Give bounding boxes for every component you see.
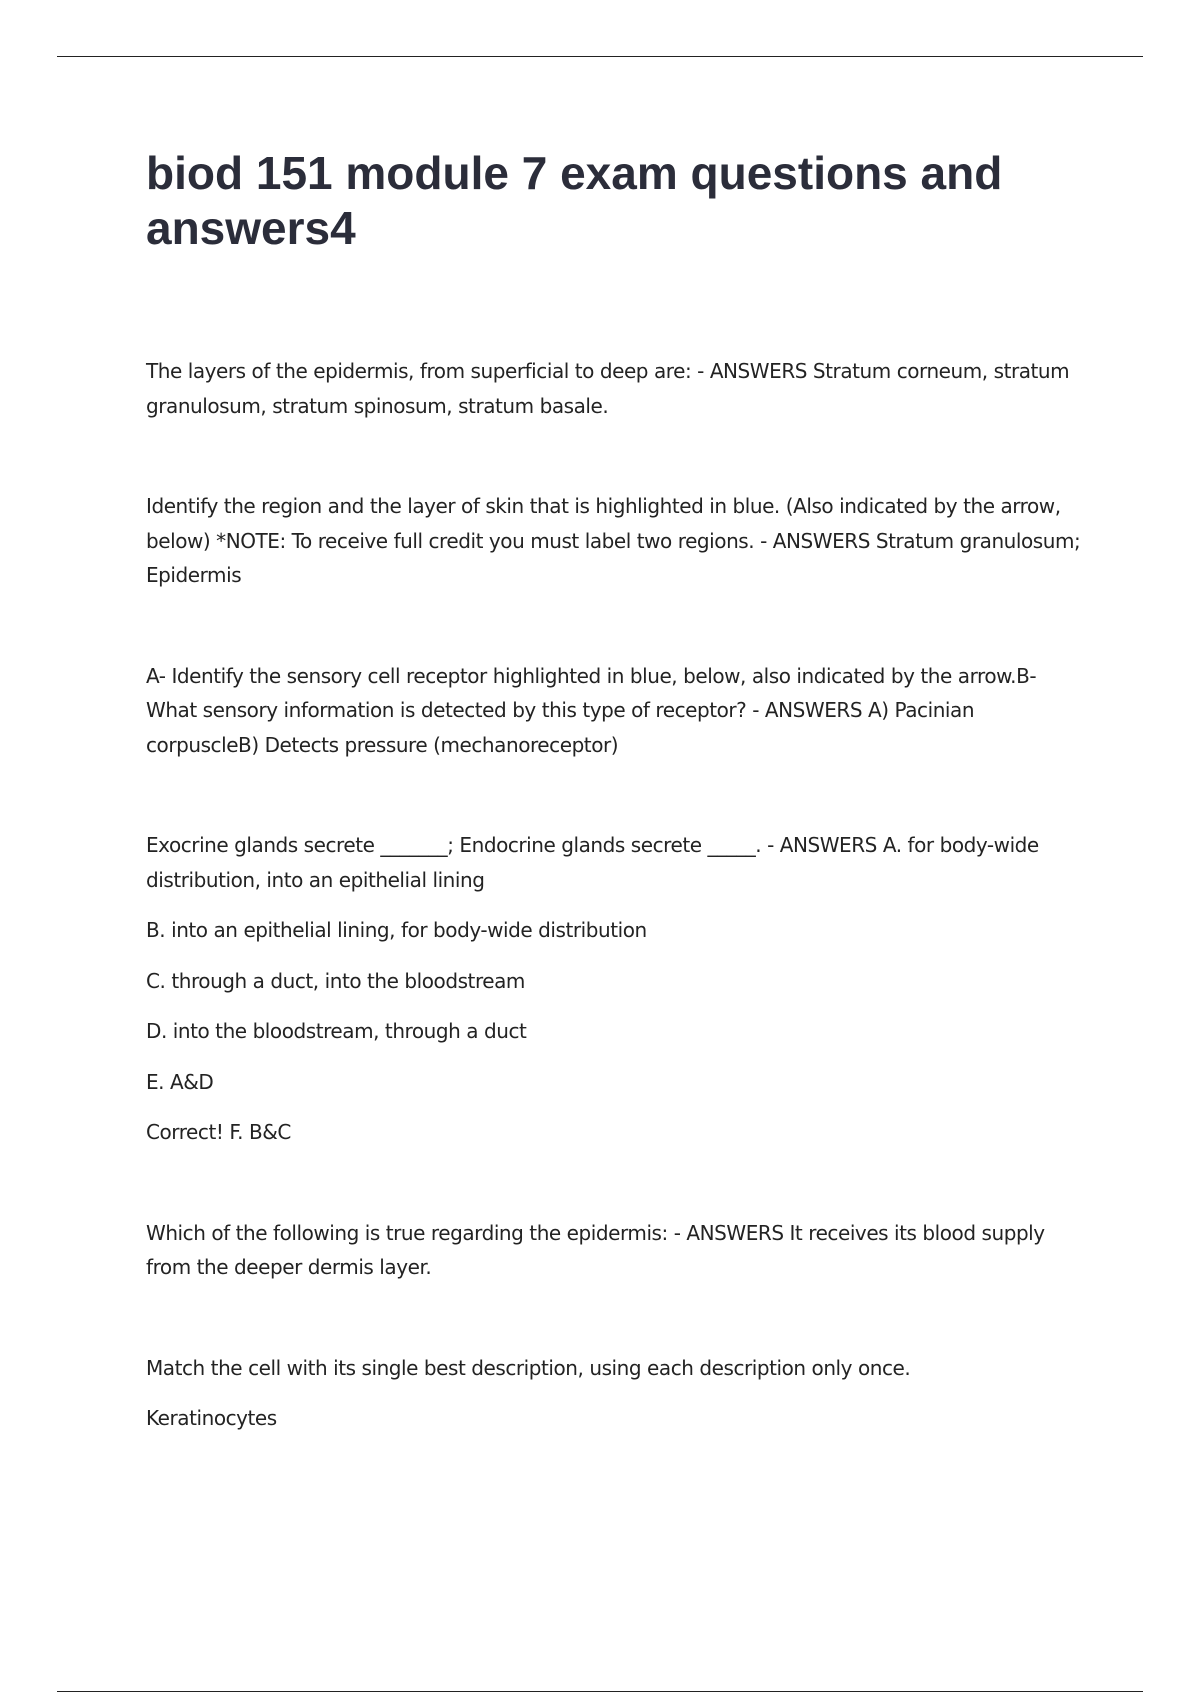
document-body: [146, 354, 1086, 1436]
answer-option: Correct! F. B&C: [146, 1120, 291, 1144]
qa-item-1: [146, 354, 1086, 423]
qa-text: Which of the following is true regarding the epidermis: - ANSWERS It receives its blood supply from the deeper dermis layer.: [146, 1220, 1045, 1279]
answer-option: E. A&D: [146, 1069, 214, 1094]
qa-item-5: [146, 1216, 1086, 1285]
bottom-rule: [57, 1691, 1143, 1692]
top-rule: [57, 56, 1143, 57]
qa-text: The layers of the epidermis, from superficial to deep are: - ANSWERS Stratum corneum, stratum granulosum, stratum spinosum, stratum basale.: [146, 359, 1070, 418]
answer-option: D. into the bloodstream, through a duct: [146, 1019, 527, 1043]
qa-text: Identify the region and the layer of skin that is highlighted in blue. (Also indicated by the arrow, below) *NOTE: To receive full credit you must label two regions. - ANSWERS Stratum granulosum; Epidermis: [146, 494, 1081, 587]
qa-text: A- Identify the sensory cell receptor highlighted in blue, below, also indicated by the arrow.B- What sensory information is detected by this type of receptor? - ANSWERS A) Pacinian corpuscleB) Detects pressure (mechanoreceptor): [146, 663, 1037, 757]
qa-item-4: [146, 828, 1086, 1150]
answer-option: Keratinocytes: [146, 1406, 277, 1430]
answer-option: C. through a duct, into the bloodstream: [146, 968, 525, 993]
answer-option: B. into an epithelial lining, for body-wide distribution: [146, 918, 647, 942]
qa-item-6: [146, 1351, 1086, 1436]
qa-item-3: [146, 659, 1086, 763]
document-title: biod 151 module 7 exam questions and answers4: [146, 147, 1003, 254]
qa-text: Match the cell with its single best description, using each description only once.: [146, 1355, 911, 1380]
qa-text: Exocrine glands secrete _______; Endocrine glands secrete _____. - ANSWERS A. for body-wide distribution, into an epithelial lining: [146, 833, 1039, 892]
qa-item-2: [146, 489, 1086, 593]
